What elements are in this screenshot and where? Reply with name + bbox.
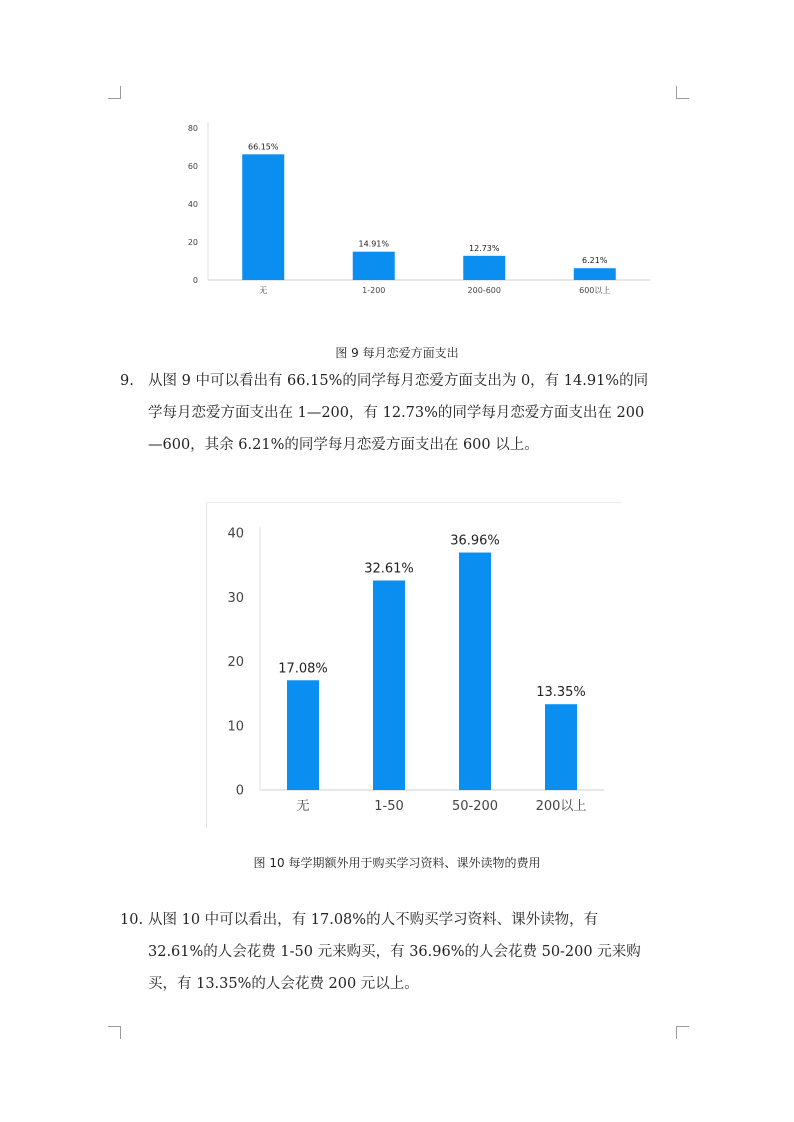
x-tick-label: 1-50 (374, 799, 404, 814)
data-label: 6.21% (582, 256, 608, 266)
y-tick-label: 0 (192, 275, 198, 285)
data-label: 14.91% (358, 239, 390, 249)
figure-9-caption: 图 9 每月恋爱方面支出 (335, 346, 459, 360)
bar (373, 580, 405, 790)
chart-semester-extra-study-materials (206, 502, 622, 828)
x-tick-label: 200-600 (467, 286, 501, 295)
bar (545, 704, 577, 790)
x-tick-label: 600以上 (579, 286, 611, 295)
page-corner-mark-bottom-right (676, 1026, 689, 1039)
data-label: 12.73% (468, 243, 500, 253)
y-tick-label: 10 (227, 719, 244, 735)
x-tick-label: 1-200 (362, 286, 386, 295)
page-corner-mark-bottom-left (108, 1026, 121, 1039)
paragraph-10-line: 从图 10 中可以看出，有 17.08%的人不购买学习资料、课外读物，有 (148, 912, 599, 928)
bar (353, 252, 395, 280)
figure-10-caption: 图 10 每学期额外用于购买学习资料、课外读物的费用 (253, 856, 541, 870)
paragraph-9-line: —600，其余 6.21%的同学每月恋爱方面支出在 600 以上。 (148, 437, 539, 453)
bar (287, 680, 319, 790)
y-tick-label: 20 (187, 237, 198, 247)
x-tick-label: 200以上 (535, 799, 587, 814)
paragraph-10-line: 买，有 13.35%的人会花费 200 元以上。 (148, 976, 419, 992)
bar (574, 268, 616, 280)
y-tick-label: 40 (187, 199, 198, 209)
y-tick-label: 60 (187, 161, 198, 171)
data-label: 32.61% (364, 561, 414, 577)
chart-monthly-romance-spending (150, 112, 660, 302)
chart-1-svg (150, 112, 660, 302)
data-label: 17.08% (278, 661, 328, 677)
paragraph-9-body (148, 365, 680, 461)
y-tick-label: 0 (235, 783, 244, 799)
y-tick-label: 30 (227, 590, 244, 606)
paragraph-9-number: 9. (120, 373, 134, 389)
data-label: 36.96% (450, 533, 500, 549)
page-corner-mark-top-left (108, 86, 121, 99)
y-tick-label: 20 (227, 655, 244, 671)
paragraph-10-body (148, 904, 680, 1000)
bar (242, 154, 284, 280)
y-tick-label: 80 (187, 123, 198, 133)
bar (459, 553, 491, 790)
x-tick-label: 无 (296, 799, 310, 814)
x-tick-label: 50-200 (451, 799, 499, 814)
y-tick-label: 40 (227, 526, 244, 542)
data-label: 13.35% (536, 685, 586, 701)
bar (463, 256, 505, 280)
paragraph-9-line: 从图 9 中可以看出有 66.15%的同学每月恋爱方面支出为 0，有 14.91%的同 (148, 373, 649, 389)
paragraph-9-line: 学每月恋爱方面支出在 1—200，有 12.73%的同学每月恋爱方面支出在 200 (148, 405, 645, 421)
paragraph-10-line: 32.61%的人会花费 1-50 元来购买，有 36.96%的人会花费 50-200 元来购 (148, 944, 641, 960)
chart-2-svg (206, 502, 622, 828)
paragraph-9 (120, 365, 680, 461)
x-tick-label: 无 (259, 286, 268, 295)
paragraph-10 (120, 904, 680, 1000)
paragraph-10-number: 10. (120, 912, 144, 928)
data-label: 66.15% (247, 142, 279, 152)
page-corner-mark-top-right (676, 86, 689, 99)
